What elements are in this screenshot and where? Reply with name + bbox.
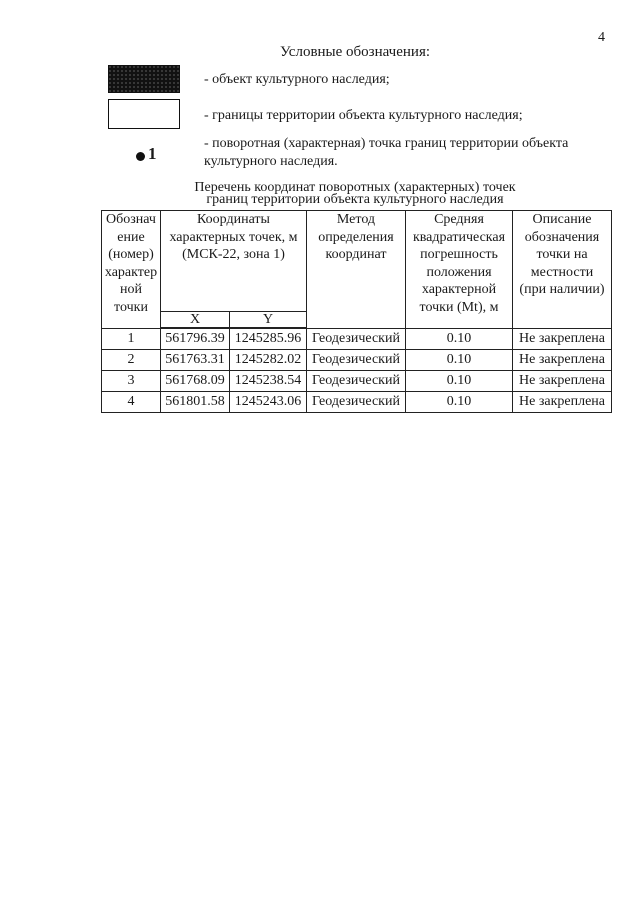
legend-item-turning-point: - поворотная (характерная) точка границ территории объекта культурного наследия. [204,136,569,169]
cell-method: Геодезический [307,328,406,350]
cell-x: 561801.58 [161,392,230,413]
cell-point-number: 1 [102,328,161,350]
table-title-line1: Перечень координат поворотных (характерных) точек [194,180,516,195]
cell-description: Не закреплена [513,350,612,371]
cell-description: Не закреплена [513,371,612,392]
header-description: Описание обозначения точки на местности (при наличии) [513,211,612,329]
table-row [102,392,612,413]
header-x: X [161,312,230,329]
cell-x: 561796.39 [161,328,230,350]
header-coordinates: Координаты характерных точек, м (МСК-22, зона 1) [161,211,307,312]
table-title [0,182,640,206]
cell-method: Геодезический [307,350,406,371]
header-error: Средняя квадратическая погрешность положения характерной точки (Mt), м [406,211,513,329]
cell-error: 0.10 [406,392,513,413]
cell-error: 0.10 [406,328,513,350]
point-dot-icon [136,152,145,161]
cell-x: 561768.09 [161,371,230,392]
table-title-line2: границ территории объекта культурного наследия [206,192,504,207]
territory-boundary-swatch [108,99,180,129]
cell-y: 1245282.02 [230,350,307,371]
cell-point-number: 2 [102,350,161,371]
cell-error: 0.10 [406,350,513,371]
header-method: Метод определения координат [307,211,406,329]
cell-point-number: 4 [102,392,161,413]
cell-method: Геодезический [307,392,406,413]
table-row [102,328,612,350]
point-marker-label: 1 [148,144,157,163]
cell-point-number: 3 [102,371,161,392]
header-point-number: Обознач ение (номер) характер ной точки [102,211,161,329]
legend-title: Условные обозначения: [279,44,431,60]
legend-item-heritage-object: - объект культурного наследия; [204,72,390,87]
cell-method: Геодезический [307,371,406,392]
coordinates-table [101,210,612,413]
cell-x: 561763.31 [161,350,230,371]
cell-description: Не закреплена [513,392,612,413]
cell-y: 1245238.54 [230,371,307,392]
page-number: 4 [598,30,605,45]
cell-y: 1245285.96 [230,328,307,350]
heritage-object-swatch [108,65,180,93]
cell-description: Не закреплена [513,328,612,350]
legend-item-territory-boundary: - границы территории объекта культурного наследия; [204,108,523,123]
table-row [102,371,612,392]
table-row [102,350,612,371]
cell-y: 1245243.06 [230,392,307,413]
cell-error: 0.10 [406,371,513,392]
header-y: Y [230,312,307,329]
